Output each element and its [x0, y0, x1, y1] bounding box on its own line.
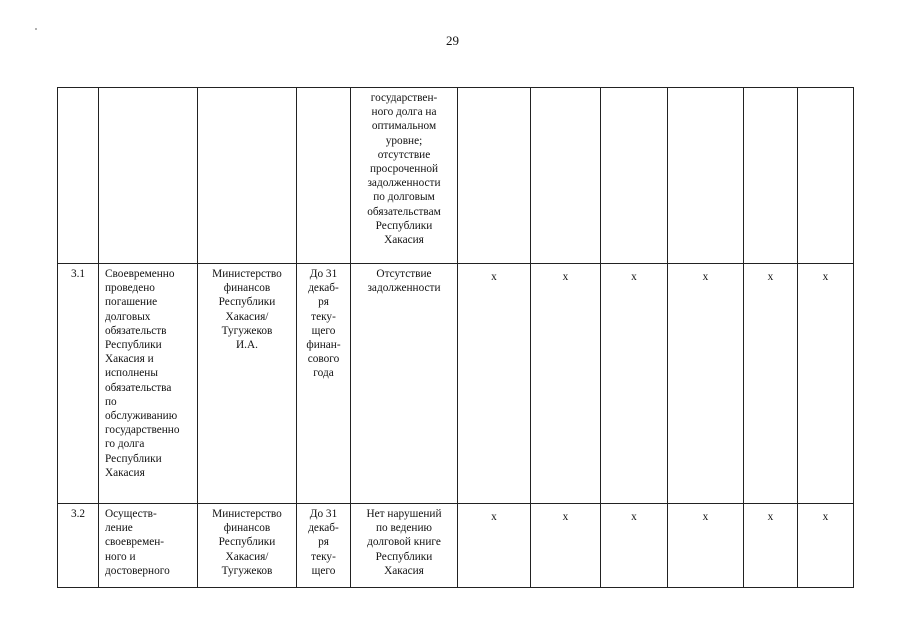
executor-cell: Министерство финансов Республики Хакасия/ Тугужеков: [198, 504, 297, 588]
mark-cell: х: [531, 264, 601, 504]
result-cell: Нет нарушений по ведению долговой книге Республики Хакасия: [351, 504, 458, 588]
table-body: [58, 88, 854, 588]
mark-cell: х: [744, 504, 798, 588]
mark-cell: х: [458, 264, 531, 504]
table-row: [58, 504, 854, 588]
mark-cell: х: [798, 504, 854, 588]
mark-cell: [744, 88, 798, 264]
mark-cell: х: [744, 264, 798, 504]
measure-cell: Своевременно проведено погашение долговых обязательств Республики Хакасия и исполнены обязательства по обслуживанию государственно го долга Республики Хакасия: [99, 264, 198, 504]
mark-cell: [798, 88, 854, 264]
row-number-cell: [58, 88, 99, 264]
deadline-cell: [297, 88, 351, 264]
mark-cell: х: [798, 264, 854, 504]
row-number-cell: 3.2: [58, 504, 99, 588]
deadline-cell: До 31 декаб- ря теку- щего: [297, 504, 351, 588]
mark-cell: х: [668, 264, 744, 504]
mark-cell: х: [458, 504, 531, 588]
mark-cell: х: [601, 264, 668, 504]
page-number: 29: [446, 33, 459, 48]
mark-cell: [601, 88, 668, 264]
measure-cell: Осуществ- ление своевремен- ного и достоверного: [99, 504, 198, 588]
table-row: [58, 88, 854, 264]
measure-cell: [99, 88, 198, 264]
result-cell: Отсутствие задолженности: [351, 264, 458, 504]
scan-artifact: [35, 28, 37, 30]
executor-cell: Министерство финансов Республики Хакасия/ Тугужеков И.А.: [198, 264, 297, 504]
mark-cell: [668, 88, 744, 264]
row-number-cell: 3.1: [58, 264, 99, 504]
document-table: [57, 87, 854, 588]
table-row: [58, 264, 854, 504]
deadline-cell: До 31 декаб- ря теку- щего финан- сового года: [297, 264, 351, 504]
mark-cell: [531, 88, 601, 264]
result-cell: государствен- ного долга на оптимальном уровне; отсутствие просроченной задолженности по долговым обязательствам Республики Хакасия: [351, 88, 458, 264]
mark-cell: х: [601, 504, 668, 588]
mark-cell: х: [531, 504, 601, 588]
executor-cell: [198, 88, 297, 264]
mark-cell: х: [668, 504, 744, 588]
mark-cell: [458, 88, 531, 264]
